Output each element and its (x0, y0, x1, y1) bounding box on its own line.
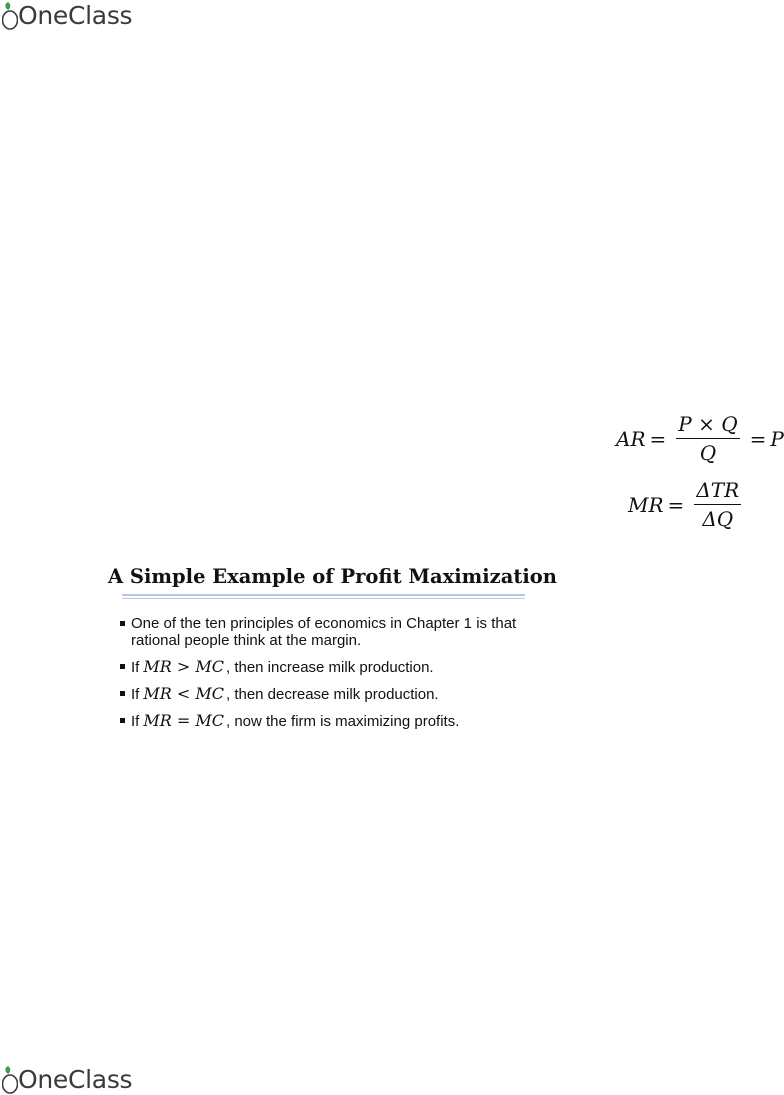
bullet-text: One of the ten principles of economics in Chapter 1 is that rational people think at the margin. (131, 615, 517, 649)
eq-mr-numerator: ΔTR (694, 478, 741, 505)
eq-mr-fraction (694, 478, 741, 531)
title-rule (122, 594, 525, 596)
eq-ar-lhs: AR (616, 426, 646, 451)
bullet-math: MR < MC (143, 684, 224, 703)
equation-marginal-revenue (628, 478, 747, 531)
slide-title: A Simple Example of Profit Maximization (108, 565, 557, 588)
leaf-icon (2, 1066, 18, 1094)
brand-wordmark: OneClass (18, 1, 133, 30)
bullet-item (120, 615, 520, 649)
bullet-square-icon (120, 664, 125, 669)
bullet-item (120, 712, 520, 730)
bullet-prefix: If (131, 686, 140, 703)
bullet-prefix: If (131, 713, 140, 730)
bullet-prefix: If (131, 659, 140, 676)
bullet-square-icon (120, 621, 125, 626)
eq-mr-equals: = (667, 492, 685, 517)
eq-ar-fraction (676, 412, 739, 465)
bullet-math: MR > MC (143, 657, 224, 676)
bullet-item (120, 658, 520, 676)
eq-ar-numerator: P × Q (676, 412, 739, 439)
eq-ar-rhs: P (770, 426, 784, 451)
leaf-icon (2, 2, 18, 30)
equation-average-revenue (616, 412, 784, 465)
title-rule-thin (122, 598, 525, 599)
bullet-square-icon (120, 718, 125, 723)
eq-ar-equals: = (649, 426, 667, 451)
eq-ar-equals-2: = (749, 426, 767, 451)
eq-mr-lhs: MR (628, 492, 664, 517)
bullet-square-icon (120, 691, 125, 696)
brand-wordmark: OneClass (18, 1065, 133, 1094)
oneclass-logo-bottom (2, 1066, 132, 1094)
bullet-item (120, 685, 520, 703)
bullet-math: MR = MC (143, 711, 224, 730)
bullet-suffix: , then decrease milk production. (225, 686, 439, 703)
bullet-suffix: , then increase milk production. (225, 659, 434, 676)
eq-ar-denominator: Q (699, 441, 717, 465)
bullet-list (120, 615, 520, 739)
oneclass-logo-top (2, 2, 132, 30)
eq-mr-denominator: ΔQ (702, 507, 734, 531)
bullet-suffix: , now the firm is maximizing profits. (225, 713, 460, 730)
